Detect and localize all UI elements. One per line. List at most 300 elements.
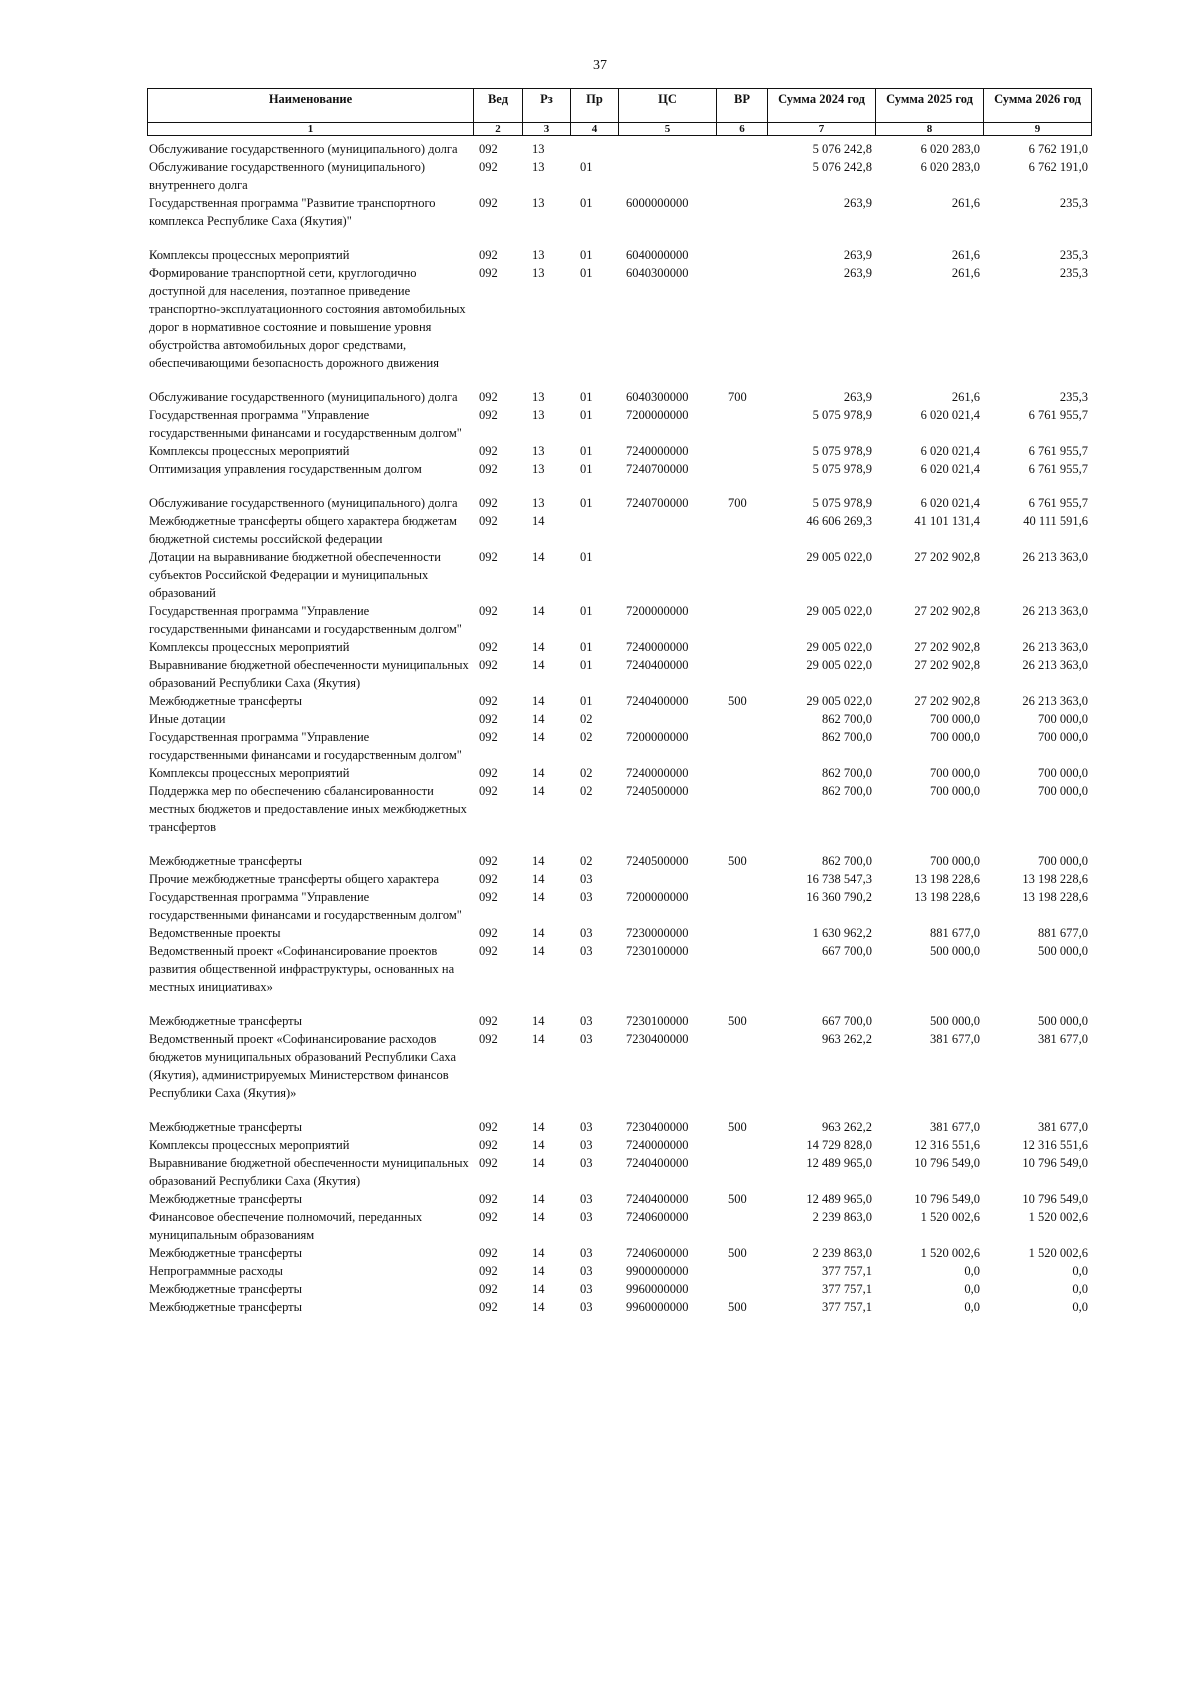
row-ved: 092 bbox=[479, 1300, 498, 1314]
row-name: Непрограммные расходы bbox=[149, 1264, 283, 1278]
row-sum-2024: 5 075 978,9 bbox=[812, 462, 872, 476]
row-ved: 092 bbox=[479, 712, 498, 726]
row-sum-2026: 881 677,0 bbox=[1038, 926, 1088, 940]
row-rz: 14 bbox=[532, 926, 545, 940]
table-row bbox=[147, 710, 1091, 728]
row-rz: 14 bbox=[532, 640, 545, 654]
table-row bbox=[147, 1012, 1091, 1030]
row-cs: 7240000000 bbox=[626, 444, 689, 458]
row-sum-2024: 862 700,0 bbox=[822, 854, 872, 868]
row-cs: 7200000000 bbox=[626, 730, 689, 744]
row-ved: 092 bbox=[479, 496, 498, 510]
row-vr bbox=[716, 1208, 767, 1244]
row-rz: 14 bbox=[532, 1192, 545, 1206]
row-rz: 13 bbox=[532, 196, 545, 210]
row-ved: 092 bbox=[479, 854, 498, 868]
row-sum-2025: 700 000,0 bbox=[930, 712, 980, 726]
row-sum-2025: 1 520 002,6 bbox=[920, 1246, 980, 1260]
row-ved: 092 bbox=[479, 550, 498, 564]
row-name: Ведомственный проект «Софинансирование проектов развития общественной инфраструктуры, основанных на местных инициативах» bbox=[149, 944, 455, 994]
row-name: Государственная программа "Управление государственными финансами и государственным долгом" bbox=[149, 890, 462, 922]
row-pr: 03 bbox=[580, 1138, 593, 1152]
row-sum-2026: 13 198 228,6 bbox=[1022, 872, 1088, 886]
row-cs bbox=[618, 158, 716, 194]
row-pr: 03 bbox=[580, 890, 593, 904]
row-sum-2024: 377 757,1 bbox=[822, 1300, 872, 1314]
row-rz: 14 bbox=[532, 872, 545, 886]
row-sum-2024: 12 489 965,0 bbox=[806, 1192, 872, 1206]
row-cs bbox=[618, 512, 716, 548]
row-sum-2025: 6 020 021,4 bbox=[920, 444, 980, 458]
table-row bbox=[147, 942, 1091, 1012]
row-name: Комплексы процессных мероприятий bbox=[149, 444, 350, 458]
column-number: 5 bbox=[619, 123, 717, 136]
row-cs bbox=[618, 870, 716, 888]
table-row bbox=[147, 852, 1091, 870]
row-rz: 14 bbox=[532, 1156, 545, 1170]
row-sum-2026: 500 000,0 bbox=[1038, 1014, 1088, 1028]
row-pr: 03 bbox=[580, 944, 593, 958]
row-pr: 03 bbox=[580, 1014, 593, 1028]
row-rz: 14 bbox=[532, 658, 545, 672]
row-name: Поддержка мер по обеспечению сбалансированности местных бюджетов и предоставление иных межбюджетных трансфертов bbox=[149, 784, 467, 834]
row-pr: 01 bbox=[580, 658, 593, 672]
table-row bbox=[147, 764, 1091, 782]
row-name: Комплексы процессных мероприятий bbox=[149, 640, 350, 654]
row-name: Ведомственный проект «Софинансирование расходов бюджетов муниципальных образований Республики Саха (Якутия), администрируемых Министерством финансов Республики Саха (Якутия)» bbox=[149, 1032, 457, 1100]
row-rz: 14 bbox=[532, 1032, 545, 1046]
row-cs: 6040300000 bbox=[626, 390, 689, 404]
row-sum-2026: 6 761 955,7 bbox=[1028, 496, 1088, 510]
row-cs: 6040000000 bbox=[626, 248, 689, 262]
row-sum-2024: 29 005 022,0 bbox=[806, 694, 872, 708]
row-vr bbox=[716, 1262, 767, 1280]
row-cs: 7200000000 bbox=[626, 604, 689, 618]
row-pr: 03 bbox=[580, 1032, 593, 1046]
row-sum-2025: 6 020 021,4 bbox=[920, 496, 980, 510]
row-rz: 14 bbox=[532, 766, 545, 780]
row-cs: 9900000000 bbox=[626, 1264, 689, 1278]
row-name: Комплексы процессных мероприятий bbox=[149, 248, 350, 262]
row-name: Государственная программа "Развитие транспортного комплекса Республике Саха (Якутия)" bbox=[149, 196, 436, 228]
table-row bbox=[147, 782, 1091, 852]
column-number: 9 bbox=[984, 123, 1092, 136]
row-sum-2025: 0,0 bbox=[964, 1300, 980, 1314]
row-sum-2025: 41 101 131,4 bbox=[914, 514, 980, 528]
row-ved: 092 bbox=[479, 872, 498, 886]
row-rz: 13 bbox=[532, 462, 545, 476]
row-cs: 6040300000 bbox=[626, 266, 689, 280]
row-cs: 6000000000 bbox=[626, 196, 689, 210]
row-pr bbox=[570, 140, 618, 158]
row-pr: 02 bbox=[580, 712, 593, 726]
row-rz: 14 bbox=[532, 1120, 545, 1134]
column-header: ВР bbox=[717, 89, 768, 123]
row-vr: 500 bbox=[728, 1014, 747, 1028]
row-pr: 03 bbox=[580, 1282, 593, 1296]
row-sum-2024: 5 075 978,9 bbox=[812, 408, 872, 422]
row-sum-2025: 381 677,0 bbox=[930, 1120, 980, 1134]
row-sum-2026: 26 213 363,0 bbox=[1022, 604, 1088, 618]
row-name: Государственная программа "Управление государственными финансами и государственным долгом" bbox=[149, 730, 462, 762]
row-cs bbox=[618, 710, 716, 728]
row-pr: 01 bbox=[580, 444, 593, 458]
row-sum-2024: 963 262,2 bbox=[822, 1032, 872, 1046]
row-vr bbox=[716, 406, 767, 442]
row-name: Государственная программа "Управление государственными финансами и государственным долгом" bbox=[149, 604, 462, 636]
row-cs: 7240000000 bbox=[626, 640, 689, 654]
row-rz: 14 bbox=[532, 1138, 545, 1152]
column-number: 4 bbox=[571, 123, 619, 136]
row-cs: 9960000000 bbox=[626, 1282, 689, 1296]
row-rz: 13 bbox=[532, 496, 545, 510]
row-name: Межбюджетные трансферты bbox=[149, 694, 303, 708]
row-name: Межбюджетные трансферты общего характера бюджетам бюджетной системы российской федерации bbox=[149, 514, 457, 546]
row-pr: 02 bbox=[580, 730, 593, 744]
row-sum-2026: 6 761 955,7 bbox=[1028, 444, 1088, 458]
column-header: Сумма 2026 год bbox=[984, 89, 1092, 123]
row-sum-2024: 862 700,0 bbox=[822, 730, 872, 744]
table-row bbox=[147, 460, 1091, 494]
row-rz: 13 bbox=[532, 160, 545, 174]
row-pr: 03 bbox=[580, 872, 593, 886]
row-pr: 02 bbox=[580, 854, 593, 868]
row-vr bbox=[716, 764, 767, 782]
row-vr bbox=[716, 942, 767, 1012]
row-sum-2026: 1 520 002,6 bbox=[1028, 1210, 1088, 1224]
row-pr: 01 bbox=[580, 604, 593, 618]
row-cs: 7240600000 bbox=[626, 1246, 689, 1260]
row-sum-2024: 29 005 022,0 bbox=[806, 658, 872, 672]
row-sum-2024: 263,9 bbox=[843, 196, 872, 210]
page-number: 37 bbox=[593, 58, 607, 73]
row-name: Обслуживание государственного (муниципального) долга bbox=[149, 496, 458, 510]
row-vr bbox=[716, 710, 767, 728]
row-ved: 092 bbox=[479, 1156, 498, 1170]
row-sum-2024: 5 076 242,8 bbox=[812, 160, 872, 174]
row-sum-2026: 500 000,0 bbox=[1038, 944, 1088, 958]
table-row bbox=[147, 728, 1091, 764]
row-name: Иные дотации bbox=[149, 712, 226, 726]
row-sum-2026: 12 316 551,6 bbox=[1022, 1138, 1088, 1152]
row-sum-2026: 700 000,0 bbox=[1038, 766, 1088, 780]
column-number: 7 bbox=[768, 123, 876, 136]
row-cs: 7240400000 bbox=[626, 658, 689, 672]
row-cs bbox=[618, 548, 716, 602]
row-cs: 7230400000 bbox=[626, 1032, 689, 1046]
table-row bbox=[147, 140, 1091, 158]
row-vr: 500 bbox=[728, 694, 747, 708]
row-ved: 092 bbox=[479, 462, 498, 476]
row-rz: 14 bbox=[532, 712, 545, 726]
row-sum-2024: 2 239 863,0 bbox=[812, 1246, 872, 1260]
column-header: Пр bbox=[571, 89, 619, 123]
table-row bbox=[147, 1190, 1091, 1208]
row-rz: 14 bbox=[532, 694, 545, 708]
row-ved: 092 bbox=[479, 408, 498, 422]
row-sum-2024: 263,9 bbox=[843, 390, 872, 404]
row-ved: 092 bbox=[479, 1192, 498, 1206]
row-sum-2025: 6 020 283,0 bbox=[920, 142, 980, 156]
row-cs: 7240000000 bbox=[626, 766, 689, 780]
row-sum-2024: 263,9 bbox=[843, 248, 872, 262]
row-cs: 7240400000 bbox=[626, 1156, 689, 1170]
row-pr: 03 bbox=[580, 1120, 593, 1134]
row-pr: 01 bbox=[580, 496, 593, 510]
row-ved: 092 bbox=[479, 390, 498, 404]
table-row bbox=[147, 602, 1091, 638]
row-sum-2026: 235,3 bbox=[1059, 390, 1088, 404]
row-sum-2025: 700 000,0 bbox=[930, 730, 980, 744]
row-sum-2024: 46 606 269,3 bbox=[806, 514, 872, 528]
row-pr: 01 bbox=[580, 248, 593, 262]
row-ved: 092 bbox=[479, 604, 498, 618]
table-row bbox=[147, 1208, 1091, 1244]
table-row bbox=[147, 692, 1091, 710]
column-number: 6 bbox=[717, 123, 768, 136]
row-ved: 092 bbox=[479, 1032, 498, 1046]
row-sum-2024: 16 738 547,3 bbox=[806, 872, 872, 886]
row-sum-2024: 29 005 022,0 bbox=[806, 604, 872, 618]
row-cs: 7230400000 bbox=[626, 1120, 689, 1134]
table-row bbox=[147, 1298, 1091, 1316]
row-rz: 14 bbox=[532, 550, 545, 564]
row-sum-2026: 40 111 591,6 bbox=[1023, 514, 1088, 528]
row-cs bbox=[618, 140, 716, 158]
row-vr bbox=[716, 442, 767, 460]
table-row bbox=[147, 870, 1091, 888]
row-sum-2025: 10 796 549,0 bbox=[914, 1192, 980, 1206]
row-sum-2025: 261,6 bbox=[951, 266, 980, 280]
row-name: Дотации на выравнивание бюджетной обеспеченности субъектов Российской Федерации и муниципальных образований bbox=[149, 550, 441, 600]
row-sum-2024: 862 700,0 bbox=[822, 766, 872, 780]
row-vr: 500 bbox=[728, 1300, 747, 1314]
row-name: Выравнивание бюджетной обеспеченности муниципальных образований Республики Саха (Якутия) bbox=[149, 658, 469, 690]
row-pr: 01 bbox=[580, 160, 593, 174]
row-ved: 092 bbox=[479, 1282, 498, 1296]
row-pr: 01 bbox=[580, 196, 593, 210]
row-ved: 092 bbox=[479, 514, 498, 528]
column-number: 1 bbox=[148, 123, 474, 136]
row-pr: 03 bbox=[580, 1156, 593, 1170]
row-cs: 7240000000 bbox=[626, 1138, 689, 1152]
row-ved: 092 bbox=[479, 640, 498, 654]
row-rz: 13 bbox=[532, 444, 545, 458]
row-sum-2024: 1 630 962,2 bbox=[812, 926, 872, 940]
table-row bbox=[147, 548, 1091, 602]
row-rz: 14 bbox=[532, 1300, 545, 1314]
row-pr: 01 bbox=[580, 266, 593, 280]
row-vr bbox=[716, 1030, 767, 1118]
table-row bbox=[147, 656, 1091, 692]
row-vr bbox=[716, 158, 767, 194]
row-rz: 14 bbox=[532, 944, 545, 958]
row-name: Межбюджетные трансферты bbox=[149, 1282, 303, 1296]
row-ved: 092 bbox=[479, 766, 498, 780]
column-header: Вед bbox=[474, 89, 523, 123]
row-pr: 03 bbox=[580, 1210, 593, 1224]
row-rz: 14 bbox=[532, 1264, 545, 1278]
row-sum-2024: 377 757,1 bbox=[822, 1282, 872, 1296]
row-sum-2025: 700 000,0 bbox=[930, 784, 980, 798]
row-sum-2025: 1 520 002,6 bbox=[920, 1210, 980, 1224]
row-sum-2024: 5 076 242,8 bbox=[812, 142, 872, 156]
row-pr: 03 bbox=[580, 1300, 593, 1314]
row-vr bbox=[716, 512, 767, 548]
row-rz: 14 bbox=[532, 1210, 545, 1224]
column-number: 3 bbox=[523, 123, 571, 136]
table-row bbox=[147, 442, 1091, 460]
row-pr: 03 bbox=[580, 1264, 593, 1278]
row-sum-2026: 235,3 bbox=[1059, 248, 1088, 262]
row-ved: 092 bbox=[479, 926, 498, 940]
row-sum-2025: 700 000,0 bbox=[930, 854, 980, 868]
row-sum-2025: 381 677,0 bbox=[930, 1032, 980, 1046]
row-vr bbox=[716, 924, 767, 942]
row-cs: 7240500000 bbox=[626, 854, 689, 868]
row-vr bbox=[716, 140, 767, 158]
table-row bbox=[147, 1244, 1091, 1262]
row-ved: 092 bbox=[479, 142, 498, 156]
row-ved: 092 bbox=[479, 944, 498, 958]
table-header bbox=[147, 88, 1092, 136]
row-vr bbox=[716, 1154, 767, 1190]
row-sum-2024: 29 005 022,0 bbox=[806, 550, 872, 564]
row-sum-2025: 27 202 902,8 bbox=[914, 694, 980, 708]
row-ved: 092 bbox=[479, 730, 498, 744]
table-row bbox=[147, 194, 1091, 246]
row-vr bbox=[716, 870, 767, 888]
row-ved: 092 bbox=[479, 1246, 498, 1260]
row-pr: 01 bbox=[580, 550, 593, 564]
row-ved: 092 bbox=[479, 1138, 498, 1152]
table-row bbox=[147, 406, 1091, 442]
row-sum-2024: 5 075 978,9 bbox=[812, 496, 872, 510]
row-vr bbox=[716, 1280, 767, 1298]
row-pr: 01 bbox=[580, 390, 593, 404]
row-name: Межбюджетные трансферты bbox=[149, 1120, 303, 1134]
column-number: 8 bbox=[876, 123, 984, 136]
row-sum-2025: 881 677,0 bbox=[930, 926, 980, 940]
row-sum-2026: 6 761 955,7 bbox=[1028, 408, 1088, 422]
row-rz: 14 bbox=[532, 890, 545, 904]
column-header: Рз bbox=[523, 89, 571, 123]
row-sum-2025: 27 202 902,8 bbox=[914, 550, 980, 564]
row-ved: 092 bbox=[479, 694, 498, 708]
row-rz: 13 bbox=[532, 390, 545, 404]
row-rz: 14 bbox=[532, 514, 545, 528]
row-pr: 03 bbox=[580, 926, 593, 940]
row-sum-2026: 0,0 bbox=[1072, 1282, 1088, 1296]
row-sum-2024: 862 700,0 bbox=[822, 712, 872, 726]
row-name: Межбюджетные трансферты bbox=[149, 1014, 303, 1028]
row-sum-2024: 14 729 828,0 bbox=[806, 1138, 872, 1152]
budget-table bbox=[147, 140, 1091, 1316]
row-pr: 02 bbox=[580, 784, 593, 798]
table-row bbox=[147, 1136, 1091, 1154]
row-sum-2025: 261,6 bbox=[951, 196, 980, 210]
row-sum-2024: 2 239 863,0 bbox=[812, 1210, 872, 1224]
row-sum-2026: 26 213 363,0 bbox=[1022, 550, 1088, 564]
row-cs: 7200000000 bbox=[626, 890, 689, 904]
row-sum-2025: 13 198 228,6 bbox=[914, 872, 980, 886]
row-ved: 092 bbox=[479, 784, 498, 798]
row-sum-2025: 0,0 bbox=[964, 1264, 980, 1278]
table-row bbox=[147, 638, 1091, 656]
row-sum-2025: 10 796 549,0 bbox=[914, 1156, 980, 1170]
row-pr: 02 bbox=[580, 766, 593, 780]
row-sum-2024: 667 700,0 bbox=[822, 1014, 872, 1028]
row-vr bbox=[716, 602, 767, 638]
row-vr bbox=[716, 264, 767, 388]
row-rz: 14 bbox=[532, 730, 545, 744]
row-sum-2026: 700 000,0 bbox=[1038, 712, 1088, 726]
row-vr: 500 bbox=[728, 1246, 747, 1260]
row-rz: 13 bbox=[532, 408, 545, 422]
row-sum-2026: 26 213 363,0 bbox=[1022, 640, 1088, 654]
row-pr: 01 bbox=[580, 640, 593, 654]
row-sum-2024: 12 489 965,0 bbox=[806, 1156, 872, 1170]
row-name: Прочие межбюджетные трансферты общего характера bbox=[149, 872, 440, 886]
row-ved: 092 bbox=[479, 1014, 498, 1028]
row-vr bbox=[716, 1136, 767, 1154]
row-ved: 092 bbox=[479, 890, 498, 904]
row-sum-2024: 862 700,0 bbox=[822, 784, 872, 798]
row-vr bbox=[716, 638, 767, 656]
row-pr: 03 bbox=[580, 1246, 593, 1260]
row-sum-2026: 0,0 bbox=[1072, 1264, 1088, 1278]
row-sum-2025: 12 316 551,6 bbox=[914, 1138, 980, 1152]
row-sum-2025: 700 000,0 bbox=[930, 766, 980, 780]
row-cs: 7240600000 bbox=[626, 1210, 689, 1224]
row-cs: 7240400000 bbox=[626, 694, 689, 708]
row-name: Комплексы процессных мероприятий bbox=[149, 1138, 350, 1152]
row-ved: 092 bbox=[479, 1264, 498, 1278]
row-sum-2026: 10 796 549,0 bbox=[1022, 1156, 1088, 1170]
table-row bbox=[147, 388, 1091, 406]
row-sum-2026: 26 213 363,0 bbox=[1022, 694, 1088, 708]
table-row bbox=[147, 1280, 1091, 1298]
row-ved: 092 bbox=[479, 1210, 498, 1224]
column-number: 2 bbox=[474, 123, 523, 136]
row-vr bbox=[716, 460, 767, 494]
row-cs: 7240400000 bbox=[626, 1192, 689, 1206]
column-header: Сумма 2024 год bbox=[768, 89, 876, 123]
row-name: Ведомственные проекты bbox=[149, 926, 281, 940]
row-sum-2024: 963 262,2 bbox=[822, 1120, 872, 1134]
row-cs: 7240500000 bbox=[626, 784, 689, 798]
column-header: ЦС bbox=[619, 89, 717, 123]
row-name: Межбюджетные трансферты bbox=[149, 1300, 303, 1314]
row-sum-2026: 13 198 228,6 bbox=[1022, 890, 1088, 904]
row-sum-2025: 13 198 228,6 bbox=[914, 890, 980, 904]
table-row bbox=[147, 888, 1091, 924]
row-name: Межбюджетные трансферты bbox=[149, 1246, 303, 1260]
row-name: Формирование транспортной сети, круглогодично доступной для населения, поэтапное приведение транспортно-эксплуатационного состояния автомобильных дорог в нормативное состояние и повышение уровня обустройства автомобильных дорог средствами, обеспечивающими безопасность дорожного движения bbox=[149, 266, 466, 370]
row-sum-2025: 6 020 021,4 bbox=[920, 408, 980, 422]
row-vr: 700 bbox=[728, 390, 747, 404]
row-sum-2026: 6 761 955,7 bbox=[1028, 462, 1088, 476]
row-rz: 14 bbox=[532, 1246, 545, 1260]
table-row bbox=[147, 1154, 1091, 1190]
row-ved: 092 bbox=[479, 1120, 498, 1134]
row-pr: 01 bbox=[580, 462, 593, 476]
row-vr bbox=[716, 548, 767, 602]
row-pr: 03 bbox=[580, 1192, 593, 1206]
row-sum-2024: 263,9 bbox=[843, 266, 872, 280]
table-row bbox=[147, 512, 1091, 548]
row-sum-2024: 16 360 790,2 bbox=[806, 890, 872, 904]
